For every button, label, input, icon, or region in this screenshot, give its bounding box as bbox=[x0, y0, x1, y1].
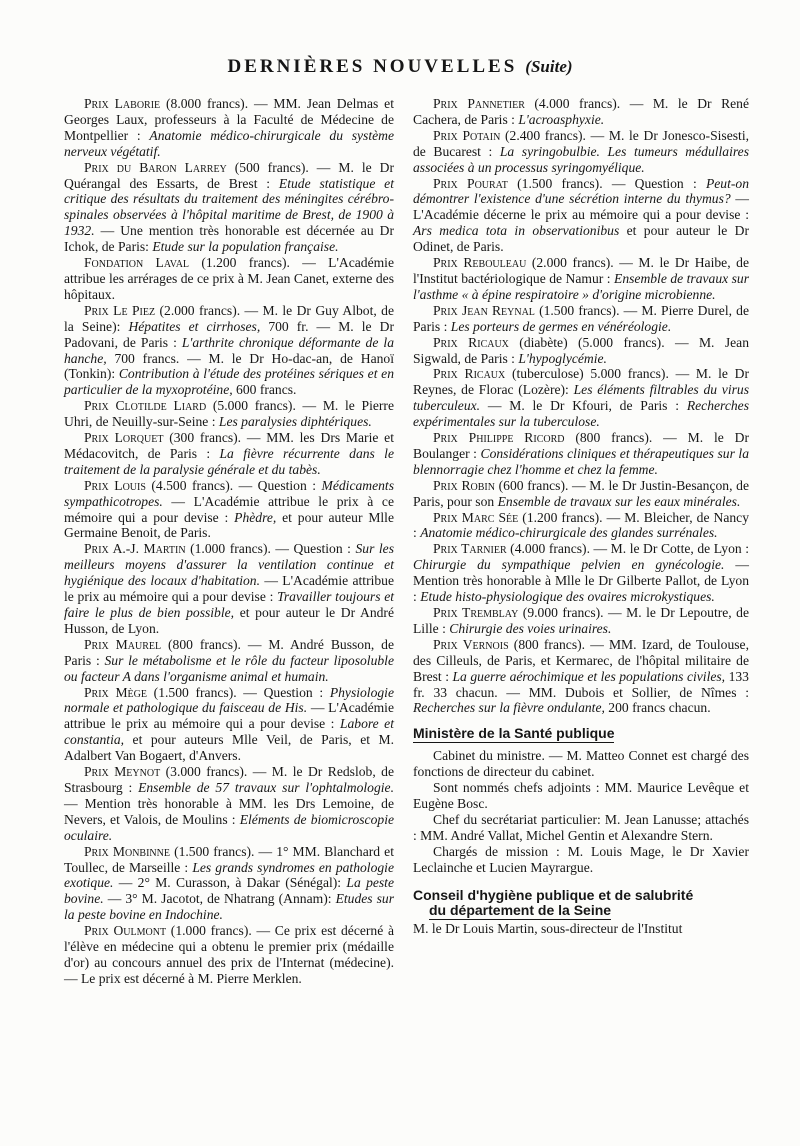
prize-entry bbox=[64, 844, 394, 924]
work-title: Les grands syndromes en pathologie exotique. bbox=[64, 859, 394, 891]
prize-name: Prix Potain bbox=[433, 127, 501, 143]
page-title: DERNIÈRES NOUVELLES bbox=[227, 56, 518, 77]
prize-entry bbox=[413, 430, 749, 478]
work-title: Ensemble de 57 travaux sur l'ophtalmologie. bbox=[138, 779, 394, 795]
prize-entry bbox=[413, 541, 749, 605]
work-title: L'arthrite chronique déformante de la hanche, bbox=[64, 334, 394, 366]
prize-name: Prix Vernois bbox=[433, 636, 509, 652]
prize-name: Prix Rebouleau bbox=[433, 255, 527, 271]
work-title: La fièvre récurrente dans le traitement de la paralysie générale et du tabès. bbox=[64, 445, 394, 477]
prize-name: Prix Oulmont bbox=[84, 923, 167, 939]
prize-name: Prix Le Piez bbox=[84, 302, 156, 318]
prize-name: Prix Mège bbox=[84, 684, 147, 700]
prize-entry bbox=[64, 398, 394, 430]
work-title: Peut-on démontrer l'existence d'une sécrétion interne du thymus? bbox=[413, 175, 750, 207]
work-title: Sur les meilleurs moyens d'assurer la ventilation continue et hygiénique des locaux d'habitation. bbox=[64, 541, 395, 589]
prize-text: et pour auteurs Mlle Veil, de Paris, et M. Adalbert Van Bogaert, d'Anvers. bbox=[64, 732, 394, 764]
prize-text: (600 francs). — M. le Dr Justin-Besançon, de Paris, pour son bbox=[413, 477, 749, 509]
work-title: Labore et constantia, bbox=[64, 716, 394, 748]
work-title: Anatomie médico-chirurgicale du système nerveux végétatif. bbox=[64, 127, 394, 159]
prize-name: Prix Meynot bbox=[84, 764, 161, 780]
work-title: Recherches sur la fièvre ondulante, bbox=[413, 700, 605, 716]
prize-entry bbox=[413, 335, 749, 367]
prize-text: — L'Académie attribue le prix à ce mémoire qui a pour devise : bbox=[64, 493, 394, 525]
prize-entry bbox=[64, 255, 394, 303]
prize-text: 133 fr. 33 chacun. — MM. Dubois et Sollier, de Nîmes : bbox=[413, 668, 749, 700]
work-title: Les éléments filtrables du virus tuberculeux. bbox=[413, 382, 749, 414]
prize-text: (3.000 francs). — M. le Dr Redslob, de Strasbourg : bbox=[64, 764, 394, 795]
prize-text: (1.200 francs). — M. Bleicher, de Nancy : bbox=[413, 509, 749, 541]
prize-entry bbox=[413, 478, 749, 510]
prize-text: — L'Académie décerne le prix au mémoire qui a pour devise : bbox=[413, 191, 749, 223]
prize-text: (2.000 francs). — M. le Dr Haibe, de l'Institut bactériologique de Namur : bbox=[413, 255, 749, 286]
conseil-heading-line2: du département de la Seine bbox=[429, 902, 612, 919]
work-title: Eléments de biomicroscopie oculaire. bbox=[64, 811, 394, 843]
ministry-paragraph: Chef du secrétariat particulier: M. Jean Lanusse; attachés : MM. André Vallat, Michel Gentin et Alexandre Stern. bbox=[413, 811, 749, 843]
prize-text: (4.500 francs). — Question : bbox=[145, 477, 322, 493]
prize-entry bbox=[64, 303, 394, 398]
prize-entry bbox=[64, 923, 394, 987]
work-title: La syringobulbie. Les tumeurs médullaires associées à un processus syringomyélique. bbox=[413, 143, 749, 175]
prize-name: Prix Ricaux bbox=[433, 334, 509, 350]
prize-name: Prix Tremblay bbox=[433, 605, 519, 620]
prize-name: Prix Ricaux bbox=[433, 366, 506, 382]
conseil-heading-line1: Conseil d'hygiène publique et de salubrité bbox=[413, 886, 694, 903]
prize-entry bbox=[413, 303, 749, 335]
ministry-section bbox=[413, 748, 749, 875]
prize-name: Prix A.-J. Martin bbox=[84, 541, 186, 557]
right-column bbox=[413, 96, 749, 937]
prize-text: (8.000 francs). — MM. Jean Delmas et Georges Laux, professeurs à la Faculté de Médecine de Montpellier : bbox=[64, 96, 394, 143]
prize-text: (diabète) (5.000 francs). — M. Jean Sigwald, de Paris : bbox=[413, 334, 749, 366]
prize-text: 200 francs chacun. bbox=[604, 700, 711, 716]
work-title: Ensemble de travaux sur les eaux minérales. bbox=[497, 493, 741, 509]
prize-text: — M. le Dr Kfouri, de Paris : bbox=[480, 398, 687, 414]
prize-name: Prix Monbinne bbox=[84, 843, 170, 859]
prize-text: (9.000 francs). — M. le Dr Lepoutre, de Lille : bbox=[413, 605, 749, 636]
prize-text: (300 francs). — MM. les Drs Marie et Médacovitch, de Paris : bbox=[64, 430, 394, 461]
prize-entry bbox=[64, 430, 394, 478]
prize-entry bbox=[64, 96, 394, 160]
work-title: Etude statistique et critique des résultats du traitement des méningites cérébro-spinales observées à l'hôpital maritime de Brest, de 1900 à 1932. bbox=[64, 175, 394, 239]
work-title: Sur le métabolisme et le rôle du facteur liposoluble ou facteur A dans l'organisme animal et humain. bbox=[64, 652, 394, 684]
prize-text: (800 francs). — M. le Dr Boulanger : bbox=[413, 430, 749, 461]
prize-entry bbox=[413, 510, 749, 542]
work-title: Phèdre, bbox=[234, 509, 277, 525]
prize-text: — 2° M. Curasson, à Dakar (Sénégal): bbox=[113, 875, 347, 891]
work-title: Considérations cliniques et thérapeutiques sur la blennorragie chez l'homme et chez la femme. bbox=[413, 445, 749, 477]
prize-text: (4.000 francs). — M. le Dr René Cachera, de Paris : bbox=[413, 96, 750, 127]
ministry-paragraph: Chargés de mission : M. Louis Mage, le Dr Xavier Leclainche et Lucien Mayrargue. bbox=[413, 843, 749, 875]
prize-text: (1.500 francs). — Question : bbox=[147, 684, 330, 700]
prize-name: Prix Philippe Ricord bbox=[433, 430, 565, 446]
page-header bbox=[0, 56, 800, 78]
work-title: Physiologie normale et pathologique du faisceau de His. bbox=[64, 684, 394, 716]
prize-text: 600 francs. bbox=[232, 382, 297, 398]
prize-name: Prix Jean Reynal bbox=[433, 302, 535, 318]
work-title: Ensemble de travaux sur l'asthme « à épine respiratoire » d'origine microbienne. bbox=[413, 270, 750, 302]
ministry-heading: Ministère de la Santé publique bbox=[413, 725, 615, 742]
work-title: Médicaments sympathicotropes. bbox=[64, 477, 394, 509]
work-title: L'hypoglycémie. bbox=[518, 350, 607, 366]
prize-text: et pour auteur Mlle Germaine Benoit, de Paris. bbox=[64, 509, 394, 541]
prize-entry bbox=[64, 685, 394, 765]
left-column bbox=[64, 96, 394, 987]
conseil-heading bbox=[413, 888, 749, 920]
prize-entry bbox=[64, 637, 394, 685]
prize-text: (500 francs). — M. le Dr Quérangal des Essarts, de Brest : bbox=[64, 159, 394, 191]
prize-name: Prix du Baron Larrey bbox=[84, 159, 227, 175]
prize-text: (2.000 francs). — M. le Dr Guy Albot, de la Seine): bbox=[64, 302, 394, 334]
prize-name: Prix Lorquet bbox=[84, 430, 164, 446]
work-title: Etudes sur la peste bovine en Indochine. bbox=[64, 891, 394, 923]
prize-text: (1.200 francs). — L'Académie attribue les arrérages de ce prix à M. Jean Canet, externe des hôpitaux. bbox=[64, 255, 394, 302]
prize-text: (1.500 francs). — 1° MM. Blanchard et Toullec, de Marseille : bbox=[64, 843, 394, 875]
work-title: Contribution à l'étude des protéines sériques et en particulier de la myxoprotéine, bbox=[64, 366, 394, 398]
prize-text: (5.000 francs). — M. le Pierre Uhri, de Neuilly-sur-Seine : bbox=[64, 398, 394, 430]
prize-entry bbox=[64, 160, 394, 255]
conseil-paragraph: M. le Dr Louis Martin, sous-directeur de l'Institut bbox=[413, 921, 683, 937]
prize-name: Prix Pannetier bbox=[433, 96, 525, 111]
prize-entry bbox=[64, 541, 394, 636]
work-title: L'acroasphyxie. bbox=[518, 111, 605, 127]
prize-entry bbox=[64, 478, 394, 542]
prize-name: Prix Pourat bbox=[433, 175, 508, 191]
prize-entry bbox=[413, 176, 749, 256]
prize-text: 700 francs. — M. le Dr Ho-dac-an, de Hanoï (Tonkin): bbox=[64, 350, 394, 382]
prize-entry bbox=[413, 255, 749, 303]
prize-list-right bbox=[413, 96, 749, 716]
prize-entry bbox=[413, 605, 749, 637]
work-title: La guerre aérochimique et les populations civiles, bbox=[452, 668, 726, 684]
work-title: Hépatites et cirrhoses, bbox=[128, 318, 261, 334]
work-title: Chirurgie du sympathique pelvien en gynécologie. bbox=[413, 557, 725, 573]
prize-name: Prix Tarnier bbox=[433, 541, 507, 557]
prize-name: Fondation Laval bbox=[84, 255, 190, 271]
prize-text: (1.000 francs). — Question : bbox=[185, 541, 356, 557]
work-title: Etude sur la population française. bbox=[152, 239, 339, 255]
prize-text: 700 fr. — M. le Dr Padovani, de Paris : bbox=[64, 318, 394, 350]
prize-name: Prix Laborie bbox=[84, 96, 161, 111]
prize-name: Prix Maurel bbox=[84, 636, 162, 652]
prize-name: Prix Marc Sée bbox=[433, 509, 519, 525]
prize-entry bbox=[413, 366, 749, 430]
prize-text: et pour auteur le Dr André Husson, de Lyon. bbox=[64, 605, 394, 636]
work-title: Ars medica tota in observationibus bbox=[413, 223, 620, 239]
prize-text: — Une mention très honorable est décernée au Dr Ichok, de Paris: bbox=[64, 223, 394, 255]
prize-name: Prix Robin bbox=[433, 477, 495, 493]
prize-text: — L'Académie attribue le prix au mémoire qui a pour devise : bbox=[64, 700, 394, 732]
ministry-paragraph: Cabinet du ministre. — M. Matteo Connet est chargé des fonctions de directeur du cabinet. bbox=[413, 748, 749, 780]
prize-text: — L'Académie attribue le prix au mémoire qui a pour devise : bbox=[64, 573, 394, 605]
work-title: Les paralysies diphtériques. bbox=[218, 414, 372, 430]
prize-entry bbox=[413, 128, 749, 176]
prize-entry bbox=[413, 637, 749, 717]
work-title: Travailler toujours et faire le plus de bien possible, bbox=[64, 589, 395, 620]
work-title: Recherches expérimentales sur la tuberculose. bbox=[413, 398, 749, 430]
prize-text: (1.500 francs). — M. Pierre Durel, de Paris : bbox=[413, 302, 749, 334]
prize-text: — Mention très honorable à Mlle le Dr Gilberte Pallot, de Lyon : bbox=[413, 557, 749, 605]
prize-entry bbox=[413, 96, 749, 128]
prize-text: — 3° M. Jacotot, de Nhatrang (Annam): bbox=[103, 891, 336, 907]
prize-entry bbox=[64, 764, 394, 844]
prize-text: — Mention très honorable à MM. les Drs Lemoine, de Nevers, et Valois, de Moulins : bbox=[64, 795, 394, 827]
prize-text: (2.400 francs). — M. le Dr Jonesco-Sisesti, de Bucarest : bbox=[413, 127, 749, 159]
work-title: La peste bovine. bbox=[64, 875, 394, 907]
prize-text: (tuberculose) 5.000 francs). — M. le Dr Reynes, de Florac (Lozère): bbox=[413, 366, 749, 398]
prize-text: (800 francs). — MM. Izard, de Toulouse, des Cilleuls, de Paris, et Kermarec, de l'hôpital militaire de Brest : bbox=[413, 636, 749, 684]
work-title: Anatomie médico-chirurgicale des glandes surrénales. bbox=[420, 525, 718, 541]
work-title: Etude histo-physiologique des ovaires microkystiques. bbox=[420, 589, 715, 605]
prize-text: (4.000 francs). — M. le Dr Cotte, de Lyon : bbox=[506, 541, 749, 557]
work-title: Chirurgie des voies urinaires. bbox=[449, 620, 612, 636]
prize-text: (1.000 francs). — Ce prix est décerné à l'élève en médecine qui a obtenu le premier prix (médaille d'or) au concours annuel des prix de l'Internat (médecine). — Le prix est décerné à M. Pierre Merklen. bbox=[64, 923, 394, 986]
prize-name: Prix Louis bbox=[84, 477, 146, 493]
prize-text: et pour auteur le Dr Odinet, de Paris. bbox=[413, 223, 749, 255]
work-title: Les porteurs de germes en vénéréologie. bbox=[450, 318, 672, 334]
prize-name: Prix Clotilde Liard bbox=[84, 398, 207, 414]
ministry-paragraph: Sont nommés chefs adjoints : MM. Maurice Levêque et Eugène Bosc. bbox=[413, 780, 749, 811]
page-title-suite: (Suite) bbox=[525, 57, 573, 76]
prize-text: (1.500 francs). — Question : bbox=[507, 175, 706, 191]
prize-text: (800 francs). — M. André Busson, de Paris : bbox=[64, 636, 395, 668]
